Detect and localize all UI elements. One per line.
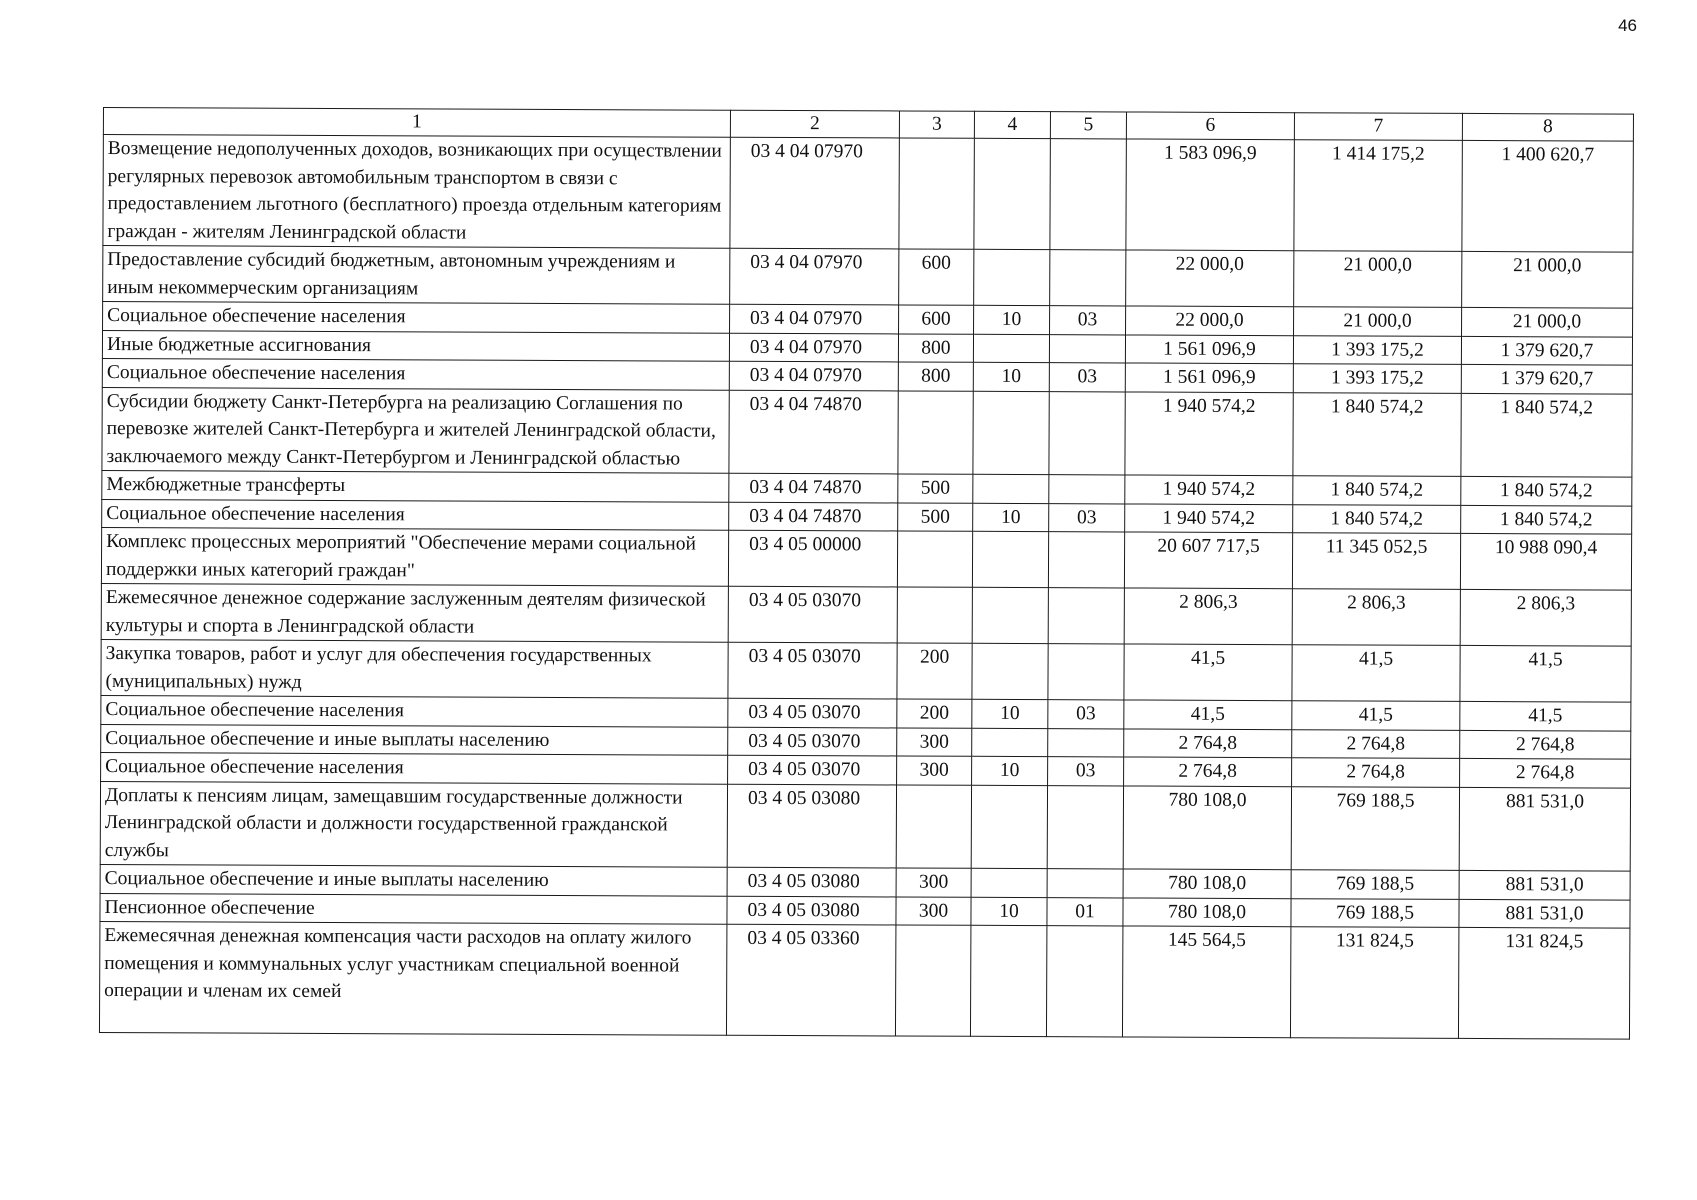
- amount-col-7: 131 824,5: [1290, 927, 1458, 1039]
- amount-col-6: 1 561 096,9: [1125, 363, 1293, 392]
- amount-col-8: 1 840 574,2: [1461, 505, 1632, 534]
- expense-type: [898, 390, 973, 474]
- table-row: [103, 246, 1633, 309]
- target-code: 03 4 04 74870: [729, 502, 898, 531]
- expense-type: 800: [898, 333, 973, 362]
- expense-type: [895, 925, 970, 1036]
- section: 10: [971, 897, 1047, 926]
- column-header-3: 3: [899, 111, 974, 138]
- amount-col-8: 2 764,8: [1460, 758, 1631, 787]
- amount-col-6: 41,5: [1124, 644, 1292, 701]
- table-row: [99, 921, 1629, 1039]
- amount-col-8: 1 379 620,7: [1461, 336, 1632, 365]
- expense-type: 200: [897, 643, 972, 699]
- column-header-7: 7: [1294, 113, 1462, 141]
- section: [973, 334, 1049, 363]
- expense-type: 300: [896, 896, 971, 925]
- section: [973, 391, 1049, 475]
- subsection: [1046, 926, 1122, 1037]
- row-name: Межбюджетные трансферты: [102, 470, 729, 501]
- target-code: 03 4 05 03070: [728, 698, 897, 727]
- row-name: Возмещение недополученных доходов, возникающих при осуществлении регулярных перевозок автомобильным транспортом в связи с предоставлением льготного (бесплатного) проезда отдельным категориям граждан - жителям Ленинградской области: [103, 135, 730, 249]
- amount-col-8: 10 988 090,4: [1460, 533, 1631, 590]
- target-code: 03 4 05 03070: [728, 755, 897, 784]
- page-number: 46: [1618, 16, 1637, 35]
- amount-col-6: 780 108,0: [1123, 897, 1291, 926]
- budget-table-container: [99, 107, 1633, 1040]
- subsection: [1048, 588, 1124, 644]
- table-row: [101, 639, 1631, 702]
- subsection: [1049, 391, 1125, 475]
- amount-col-7: 21 000,0: [1294, 307, 1462, 336]
- amount-col-7: 2 806,3: [1292, 589, 1460, 646]
- amount-col-6: 22 000,0: [1126, 250, 1294, 307]
- expense-type: 300: [897, 727, 972, 756]
- column-header-6: 6: [1126, 112, 1294, 140]
- expense-type: 500: [898, 474, 973, 503]
- section: [974, 138, 1050, 249]
- subsection: [1048, 532, 1124, 588]
- expense-type: 200: [897, 699, 972, 728]
- subsection: [1050, 139, 1126, 250]
- amount-col-6: 1 561 096,9: [1125, 334, 1293, 363]
- amount-col-7: 1 393 175,2: [1293, 364, 1461, 393]
- row-name: Предоставление субсидий бюджетным, автономным учреждениям и иным некоммерческим организациям: [103, 246, 730, 305]
- amount-col-7: 769 188,5: [1291, 870, 1459, 899]
- subsection: [1050, 250, 1126, 306]
- table-row: [100, 781, 1630, 871]
- target-code: 03 4 04 07970: [729, 333, 898, 362]
- amount-col-6: 780 108,0: [1123, 869, 1291, 898]
- amount-col-6: 1 940 574,2: [1125, 475, 1293, 504]
- row-name: Комплекс процессных мероприятий "Обеспечение мерами социальной поддержки иных категорий граждан": [101, 527, 728, 586]
- amount-col-6: 1 940 574,2: [1125, 391, 1293, 475]
- amount-col-8: 21 000,0: [1462, 251, 1633, 308]
- section: [973, 474, 1049, 503]
- column-header-4: 4: [974, 111, 1050, 138]
- section: 10: [972, 699, 1048, 728]
- target-code: 03 4 04 74870: [729, 473, 898, 502]
- amount-col-7: 2 764,8: [1292, 729, 1460, 758]
- amount-col-8: 881 531,0: [1459, 787, 1630, 871]
- expense-type: [899, 138, 974, 249]
- expense-type: 600: [899, 305, 974, 334]
- amount-col-7: 1 840 574,2: [1293, 392, 1461, 476]
- amount-col-8: 41,5: [1460, 701, 1631, 730]
- table-body: [99, 135, 1633, 1040]
- amount-col-7: 1 393 175,2: [1293, 335, 1461, 364]
- amount-col-8: 2 806,3: [1460, 589, 1631, 646]
- table-row: [102, 387, 1632, 477]
- expense-type: [897, 587, 972, 643]
- amount-col-6: 22 000,0: [1126, 306, 1294, 335]
- section: [972, 587, 1048, 643]
- amount-col-7: 2 764,8: [1292, 758, 1460, 787]
- subsection: [1048, 644, 1124, 700]
- target-code: 03 4 05 00000: [728, 530, 897, 587]
- subsection: 03: [1048, 757, 1124, 786]
- column-header-8: 8: [1462, 113, 1633, 141]
- table-row: [101, 583, 1631, 646]
- subsection: [1047, 785, 1123, 869]
- row-name: Закупка товаров, работ и услуг для обеспечения государственных (муниципальных) нужд: [101, 639, 728, 698]
- amount-col-8: 1 379 620,7: [1461, 364, 1632, 393]
- amount-col-6: 41,5: [1124, 700, 1292, 729]
- amount-col-8: 131 824,5: [1458, 927, 1629, 1039]
- target-code: 03 4 04 07970: [729, 361, 898, 390]
- section: [972, 643, 1048, 699]
- subsection: 03: [1050, 306, 1126, 335]
- table-row: [101, 527, 1631, 590]
- target-code: 03 4 05 03070: [728, 586, 897, 643]
- row-name: Социальное обеспечение населения: [102, 358, 729, 389]
- amount-col-8: 881 531,0: [1459, 899, 1630, 928]
- row-name: Пенсионное обеспечение: [100, 893, 727, 924]
- amount-col-8: 1 840 574,2: [1461, 393, 1632, 477]
- section: [972, 728, 1048, 757]
- row-name: Социальное обеспечение населения: [102, 499, 729, 530]
- amount-col-7: 1 840 574,2: [1293, 476, 1461, 505]
- amount-col-6: 20 607 717,5: [1124, 532, 1292, 589]
- amount-col-6: 1 583 096,9: [1126, 139, 1294, 251]
- amount-col-8: 2 764,8: [1460, 730, 1631, 759]
- amount-col-6: 145 564,5: [1122, 926, 1290, 1038]
- subsection: [1048, 728, 1124, 757]
- target-code: 03 4 04 07970: [730, 248, 899, 305]
- row-name: Социальное обеспечение населения: [101, 695, 728, 726]
- target-code: 03 4 04 07970: [730, 304, 899, 333]
- amount-col-6: 2 764,8: [1124, 757, 1292, 786]
- section: [971, 785, 1047, 869]
- amount-col-7: 41,5: [1292, 701, 1460, 730]
- subsection: 03: [1049, 503, 1125, 532]
- amount-col-7: 11 345 052,5: [1292, 533, 1460, 590]
- section: [972, 531, 1048, 587]
- target-code: 03 4 05 03360: [726, 924, 895, 1036]
- target-code: 03 4 05 03080: [727, 784, 896, 868]
- section: 10: [973, 362, 1049, 391]
- expense-type: 500: [898, 502, 973, 531]
- expense-type: 600: [899, 249, 974, 305]
- amount-col-7: 769 188,5: [1291, 898, 1459, 927]
- subsection: 03: [1048, 700, 1124, 729]
- subsection: 01: [1047, 897, 1123, 926]
- amount-col-6: 1 940 574,2: [1125, 503, 1293, 532]
- amount-col-8: 881 531,0: [1459, 870, 1630, 899]
- row-name: Социальное обеспечение населения: [103, 302, 730, 333]
- section: [971, 868, 1047, 897]
- section: [970, 925, 1046, 1036]
- row-name: Ежемесячная денежная компенсация части расходов на оплату жилого помещения и коммунальных услуг участникам специальной военной операции и членам их семей: [99, 921, 726, 1035]
- table-row: [103, 135, 1633, 253]
- expense-type: [897, 531, 972, 587]
- row-name: Ежемесячное денежное содержание заслуженным деятелям физической культуры и спорта в Ленинградской области: [101, 583, 728, 642]
- amount-col-8: 1 840 574,2: [1461, 476, 1632, 505]
- amount-col-8: 1 400 620,7: [1462, 140, 1633, 252]
- expense-type: 800: [898, 362, 973, 391]
- amount-col-7: 769 188,5: [1291, 786, 1459, 870]
- row-name: Доплаты к пенсиям лицам, замещавшим государственные должности Ленинградской области и должности государственной гражданской службы: [100, 781, 727, 867]
- target-code: 03 4 04 07970: [730, 137, 899, 249]
- subsection: [1049, 475, 1125, 504]
- amount-col-7: 21 000,0: [1294, 251, 1462, 308]
- target-code: 03 4 05 03080: [727, 896, 896, 925]
- budget-table: [99, 107, 1634, 1040]
- amount-col-7: 1 414 175,2: [1294, 140, 1462, 252]
- column-header-5: 5: [1050, 112, 1126, 139]
- section: 10: [973, 503, 1049, 532]
- amount-col-6: 2 764,8: [1124, 728, 1292, 757]
- amount-col-8: 41,5: [1460, 645, 1631, 702]
- row-name: Иные бюджетные ассигнования: [102, 330, 729, 361]
- subsection: 03: [1049, 363, 1125, 392]
- expense-type: 300: [897, 756, 972, 785]
- column-header-1: 1: [103, 108, 730, 138]
- section: 10: [972, 756, 1048, 785]
- section: 10: [974, 305, 1050, 334]
- amount-col-7: 1 840 574,2: [1293, 504, 1461, 533]
- row-name: Социальное обеспечение населения: [101, 752, 728, 783]
- row-name: Социальное обеспечение и иные выплаты населению: [101, 724, 728, 755]
- target-code: 03 4 05 03070: [728, 727, 897, 756]
- amount-col-8: 21 000,0: [1462, 307, 1633, 336]
- expense-type: [896, 784, 971, 868]
- target-code: 03 4 04 74870: [729, 390, 898, 474]
- target-code: 03 4 05 03080: [727, 867, 896, 896]
- column-header-2: 2: [730, 110, 899, 138]
- subsection: [1049, 334, 1125, 363]
- expense-type: 300: [896, 868, 971, 897]
- section: [974, 249, 1050, 305]
- amount-col-6: 780 108,0: [1123, 785, 1291, 869]
- amount-col-6: 2 806,3: [1124, 588, 1292, 645]
- row-name: Субсидии бюджету Санкт-Петербурга на реализацию Соглашения по перевозке жителей Санкт-Петербурга и жителей Ленинградской области, заключаемого между Санкт-Петербургом и Ленинградской областью: [102, 387, 729, 473]
- amount-col-7: 41,5: [1292, 645, 1460, 702]
- subsection: [1047, 869, 1123, 898]
- row-name: Социальное обеспечение и иные выплаты населению: [100, 864, 727, 895]
- target-code: 03 4 05 03070: [728, 642, 897, 699]
